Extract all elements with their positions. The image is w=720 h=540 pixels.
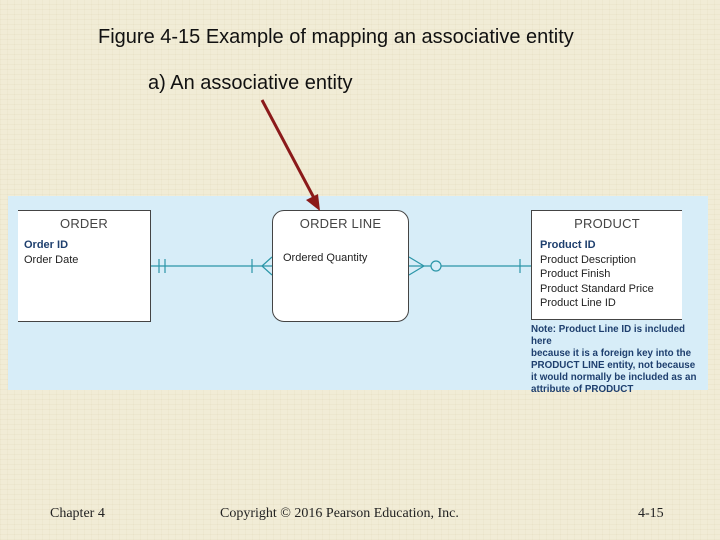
footer-chapter: Chapter 4 bbox=[50, 506, 105, 521]
note-line: Note: Product Line ID is included here bbox=[531, 324, 686, 347]
attribute-product-standard-price: Product Standard Price bbox=[540, 282, 654, 295]
attribute-product-line-id: Product Line ID bbox=[540, 297, 616, 309]
attribute-product-description: Product Description bbox=[540, 253, 636, 266]
arrow-head bbox=[306, 194, 320, 211]
note-line: it would normally be included as an bbox=[531, 372, 697, 383]
note-line: attribute of PRODUCT bbox=[531, 384, 634, 395]
footer-copyright: Copyright © 2016 Pearson Education, Inc. bbox=[220, 506, 459, 521]
entity-name: ORDER bbox=[60, 216, 108, 231]
note-line: because it is a foreign key into the bbox=[531, 348, 692, 359]
entity-name: ORDER LINE bbox=[299, 216, 382, 231]
attribute-ordered-quantity: Ordered Quantity bbox=[283, 252, 368, 264]
slide-title: Figure 4-15 Example of mapping an associative entity bbox=[98, 26, 574, 48]
attribute-product-finish: Product Finish bbox=[540, 268, 611, 280]
attribute-order-id: Order ID bbox=[24, 239, 69, 251]
note-line: PRODUCT LINE entity, not because bbox=[531, 360, 696, 371]
attribute-product-id: Product ID bbox=[540, 239, 596, 251]
attribute-order-date: Order Date bbox=[24, 253, 79, 266]
arrow-shaft bbox=[262, 100, 314, 198]
entity-name: PRODUCT bbox=[574, 216, 640, 231]
footer-page-number: 4-15 bbox=[638, 506, 664, 521]
slide-subtitle: a) An associative entity bbox=[148, 72, 353, 94]
